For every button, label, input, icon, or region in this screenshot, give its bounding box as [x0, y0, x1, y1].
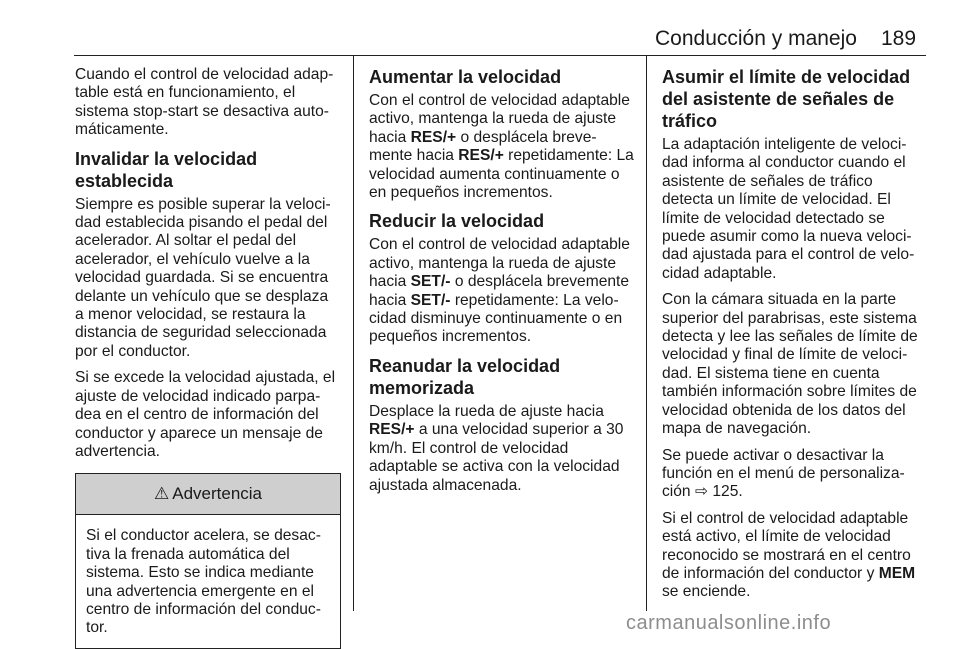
heading-invalidar: Invalidar la velocidad establecida — [75, 148, 258, 191]
paragraph: Si se excede la velocidad ajustada, el ajuste de velocidad indicado parpa-dea en el centro de información del conductor y aparece un mensaje de advertencia. — [75, 369, 336, 460]
column-3 — [662, 66, 928, 610]
paragraph: La adaptación inteligente de veloci-dad informa al conductor cuando el asistente de señales de tráfico detecta un límite de velocidad. El límite de velocidad detectado se puede asumir como la nueva veloci-dad ajustada para el control de velo-cidad adaptable. — [662, 136, 915, 282]
section-title: Conducción y manejo — [655, 27, 857, 50]
paragraph: Si el control de velocidad adaptable está activo, el límite de velocidad reconocido se mostrará en el centro de información del conductor y MEM se enciende. — [662, 509, 916, 601]
paragraph: Cuando el control de velocidad adap-table está en funcionamiento, el sistema stop-start se desactiva auto-máticamente. — [75, 66, 334, 139]
column-1 — [75, 66, 341, 649]
warning-triangle-icon: ⚠ — [153, 484, 170, 504]
header-rule — [74, 55, 926, 56]
paragraph: Se puede activar o desactivar la función en el menú de personaliza-ción ⇨ 125. — [662, 446, 905, 501]
warning-text: Si el conductor acelera, se desac-tiva la frenada automática del sistema. Esto se indica mediante una advertencia emergente en el centro de información del conduc-tor. — [86, 527, 321, 637]
heading-reanudar: Reanudar la velocidad memorizada — [369, 355, 561, 398]
warning-box — [75, 473, 341, 648]
page-header — [0, 0, 960, 58]
warning-header — [76, 474, 340, 515]
paragraph: Con el control de velocidad adaptable activo, mantenga la rueda de ajuste hacia RES/+ o desplácela breve-mente hacia RES/+ repetidamente: La velocidad aumenta continuamente o en pequeños incrementos. — [369, 92, 634, 202]
paragraph: Siempre es posible superar la veloci-dad establecida pisando el pedal del acelerador. Al soltar el pedal del acelerador, el vehículo vuelve a la velocidad guardada. Si se encuentra delante un vehículo que se desplaza a menor velocidad, se restaura la distancia de seguridad seleccionada por el conductor. — [75, 195, 331, 360]
paragraph: Con la cámara situada en la parte superior del parabrisas, este sistema detecta y lee las señales de límite de velocidad y final de límite de veloci-dad. El sistema tiene en cuenta también información sobre límites de velocidad obtenida de los datos del mapa de navegación. — [662, 291, 918, 438]
heading-aumentar: Aumentar la velocidad — [369, 67, 562, 87]
heading-asumir-limite: Asumir el límite de velocidad del asistente de señales de tráfico — [662, 67, 911, 131]
column-divider-1 — [353, 56, 354, 611]
page-reference-arrow-icon[interactable]: ⇨ — [694, 483, 709, 501]
paragraph: Con el control de velocidad adaptable activo, mantenga la rueda de ajuste hacia SET/- o desplácela brevemente hacia SET/- repetidamente: La velo-cidad disminuye continuamente o en pequeños incrementos. — [369, 236, 630, 346]
page-number: 189 — [881, 27, 917, 50]
watermark: carmanualsonline.info — [626, 612, 832, 634]
warning-title: Advertencia — [172, 484, 263, 504]
heading-reducir: Reducir la velocidad — [369, 211, 545, 232]
page-reference-link[interactable]: 125. — [708, 483, 743, 501]
column-divider-2 — [646, 56, 647, 611]
paragraph: Desplace la rueda de ajuste hacia RES/+ a una velocidad superior a 30 km/h. El control de velocidad adaptable se activa con la velocidad ajustada almacenada. — [369, 402, 624, 494]
column-2 — [369, 66, 634, 503]
